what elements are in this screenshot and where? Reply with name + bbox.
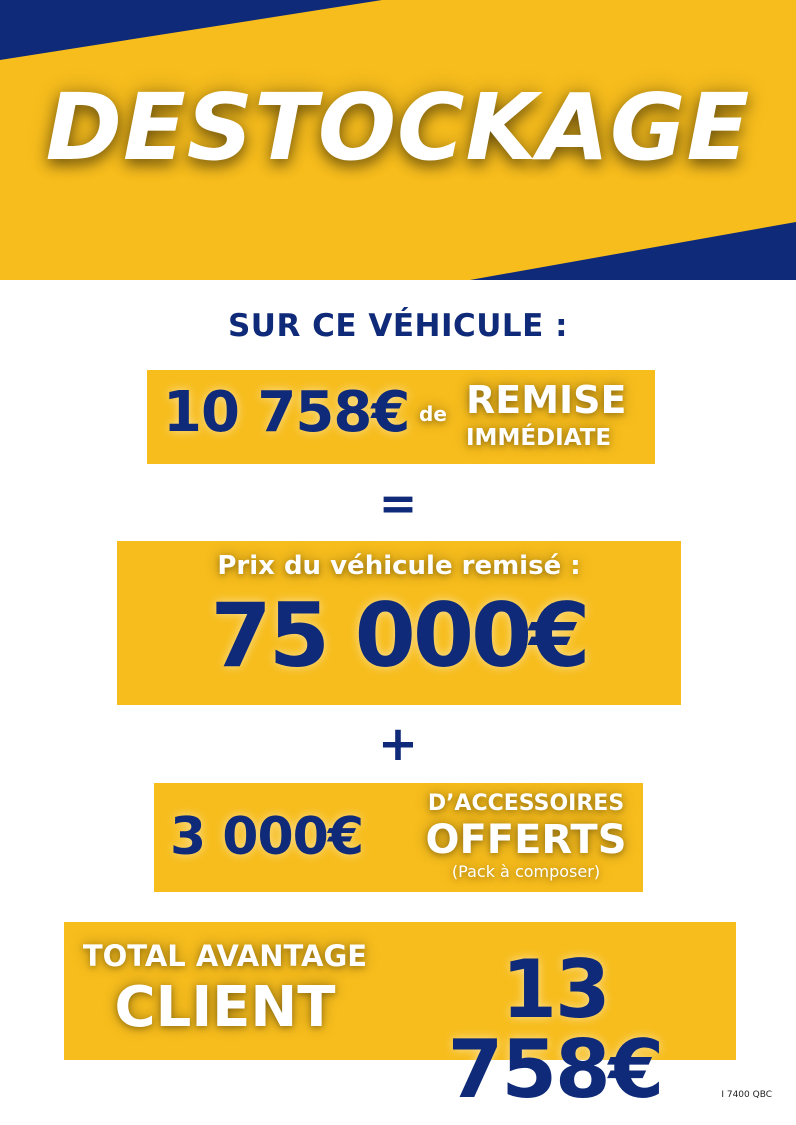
discount-amount: 10 758€ [163, 380, 410, 445]
accessories-note: (Pack à composer) [451, 862, 601, 881]
discount-label-line2: IMMÉDIATE [466, 425, 612, 451]
accessories-label-line2: OFFERTS [425, 817, 627, 863]
headline: DESTOCKAGE [45, 74, 751, 181]
reference-code: I 7400 QBC [721, 1090, 772, 1100]
discount-connector: de [419, 402, 447, 426]
equals-sign: = [378, 476, 418, 530]
accessories-amount: 3 000€ [170, 807, 364, 867]
plus-sign: + [377, 716, 419, 772]
total-amount: 13 758€ [447, 943, 663, 1116]
price-amount: 75 000€ [210, 584, 588, 687]
price-label: Prix du véhicule remisé : [217, 551, 581, 581]
total-label-line2: CLIENT [114, 975, 336, 1040]
total-label-line1: TOTAL AVANTAGE [82, 939, 368, 973]
subtitle: SUR CE VÉHICULE : [227, 308, 569, 344]
accessories-label-line1: D’ACCESSOIRES [427, 791, 625, 816]
discount-label-line1: REMISE [466, 378, 627, 422]
